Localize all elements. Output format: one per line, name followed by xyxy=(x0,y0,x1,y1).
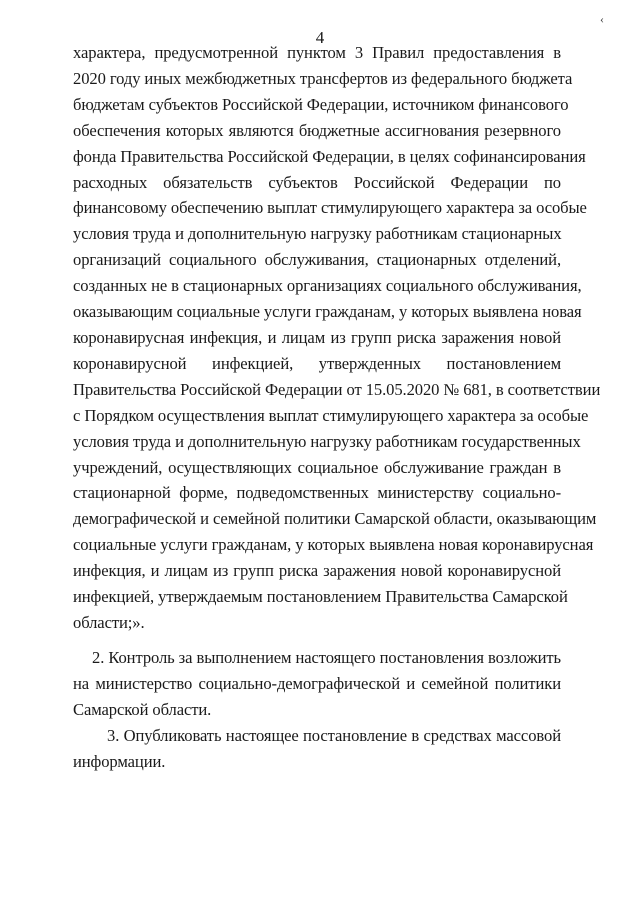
text-line xyxy=(73,723,561,749)
text-line: области;». xyxy=(73,612,145,632)
text-line: Правительства Российской Федерации от 15.05.2020 № 681, в соответствии xyxy=(73,379,601,399)
text-line: коронавирусной инфекцией, утвержденных постановлением xyxy=(73,353,561,373)
text-line: созданных не в стационарных организациях социального обслуживания, xyxy=(73,276,582,296)
corner-mark: ‹ xyxy=(600,12,604,26)
text-line: учреждений, осуществляющих социальное обслуживание граждан в xyxy=(73,457,561,477)
text-line: обеспечения которых являются бюджетные ассигнования резервного xyxy=(73,120,561,140)
text-line: инфекцией, утверждаемым постановлением Правительства Самарской xyxy=(73,587,568,607)
text-line: коронавирусная инфекция, и лицам из групп риска заражения новой xyxy=(73,327,561,347)
text-line: финансовому обеспечению выплат стимулирующего характера за особые xyxy=(73,198,587,218)
text-line: характера, предусмотренной пунктом 3 Правил предоставления в xyxy=(73,43,561,62)
text-line: фонда Правительства Российской Федерации, в целях софинансирования xyxy=(73,146,586,166)
text-line-content: 2. Контроль за выполнением настоящего постановления возложить xyxy=(92,648,561,667)
text-line: условия труда и дополнительную нагрузку работникам стационарных xyxy=(73,224,562,244)
text-line: 2020 году иных межбюджетных трансфертов из федерального бюджета xyxy=(73,68,573,88)
text-line: с Порядком осуществления выплат стимулирующего характера за особые xyxy=(73,405,589,425)
text-line: на министерство социально-демографической и семейной политики xyxy=(73,673,561,693)
text-line: демографической и семейной политики Самарской области, оказывающим xyxy=(73,509,597,529)
paragraph-2 xyxy=(73,645,561,723)
text-line-content: 3. Опубликовать настоящее постановление в средствах массовой xyxy=(107,726,561,745)
paragraph-3 xyxy=(73,723,561,775)
text-line: инфекция, и лицам из групп риска заражения новой коронавирусной xyxy=(73,561,561,581)
text-line: социальные услуги гражданам, у которых выявлена новая коронавирусная xyxy=(73,535,594,555)
text-line: расходных обязательств субъектов Российской Федерации по xyxy=(73,172,561,192)
text-line: стационарной форме, подведомственных министерству социально- xyxy=(73,483,561,503)
text-line: бюджетам субъектов Российской Федерации, источником финансового xyxy=(73,94,569,114)
page-number: 4 xyxy=(315,28,325,47)
text-line: условия труда и дополнительную нагрузку работникам государственных xyxy=(73,431,581,451)
text-line: оказывающим социальные услуги гражданам, у которых выявлена новая xyxy=(73,302,582,322)
text-line: организаций социального обслуживания, стационарных отделений, xyxy=(73,250,561,270)
text-line xyxy=(73,645,561,671)
text-line: информации. xyxy=(73,751,166,771)
paragraph-1 xyxy=(73,40,601,636)
text-line: Самарской области. xyxy=(73,699,212,719)
